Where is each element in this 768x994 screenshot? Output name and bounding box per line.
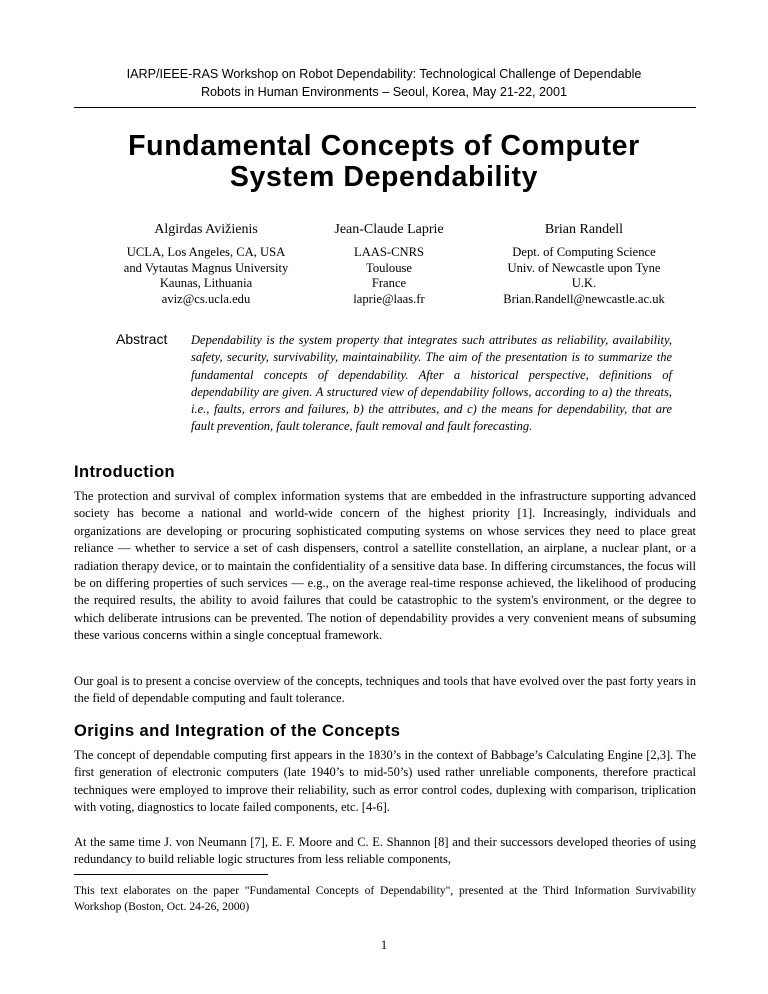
header-line-1: IARP/IEEE-RAS Workshop on Robot Dependability: Technological Challenge of Dependable (126, 67, 642, 81)
abstract-label: Abstract (116, 331, 168, 347)
author-affiliation-line: Toulouse (366, 260, 412, 275)
author-affiliation-line: France (371, 276, 407, 290)
body-paragraph: At the same time J. von Neumann [7], E. F. Moore and C. E. Shannon [8] and their successors developed theories of using redundancy to build reliable logic structures from less reliable components, (74, 835, 696, 867)
author-email: aviz@cs.ucla.edu (161, 291, 251, 306)
body-paragraph: Our goal is to present a concise overview of the concepts, techniques and tools that have evolved over the past forty years in the field of dependable computing and fault tolerance. (74, 674, 696, 706)
header-line-2: Robots in Human Environments – Seoul, Korea, May 21-22, 2001 (200, 84, 568, 99)
author-affiliation-line: UCLA, Los Angeles, CA, USA (126, 245, 286, 259)
footnote-rule (74, 874, 268, 875)
author-name: Brian Randell (544, 222, 624, 237)
author-block (106, 221, 306, 307)
author-affiliation-line: Kaunas, Lithuania (159, 276, 253, 290)
title-line-1: Fundamental Concepts of Computer (128, 130, 640, 162)
author-block (306, 221, 472, 307)
author-affiliation-line: LAAS-CNRS (354, 245, 424, 259)
section-heading-introduction: Introduction (74, 463, 176, 481)
author-name: Algirdas Avižienis (154, 222, 258, 237)
author-block (474, 221, 694, 307)
author-email: laprie@laas.fr (353, 291, 425, 306)
author-email: Brian.Randell@newcastle.ac.uk (503, 291, 665, 306)
author-affiliation-line: Dept. of Computing Science (512, 245, 656, 259)
running-header (60, 66, 708, 101)
header-rule (74, 107, 696, 108)
author-name: Jean-Claude Laprie (334, 222, 444, 237)
paper-title (60, 131, 708, 193)
section-heading-origins: Origins and Integration of the Concepts (74, 722, 401, 740)
body-paragraph: The protection and survival of complex information systems that are embedded in the infrastructure supporting advanced society has become a national and world-wide concern of the highest priority [1]. Increasingly, individuals and organizations are developing or procuring sophisticated computing systems on whose services they need to place great reliance — whether to service a set of cash dispensers, control a satellite constellation, an airplane, a nuclear plant, or a radiation therapy device, or to maintain the confidentiality of a sensitive data base. In differing circumstances, the focus will be on differing properties of such services — e.g., on the average real-time response achieved, the likelihood of producing the required results, the ability to avoid failures that could be catastrophic to the system's environment, or the degree to which deliberate intrusions can be prevented. The notion of dependability provides a very convenient means of subsuming these various concerns within a single conceptual framework. (74, 489, 696, 643)
author-affiliation-line: U.K. (571, 276, 597, 290)
page-number: 1 (380, 938, 388, 952)
title-line-2: System Dependability (229, 161, 539, 193)
author-affiliation-line: Univ. of Newcastle upon Tyne (507, 260, 661, 275)
footnote: This text elaborates on the paper "Fundamental Concepts of Dependability", presented at the Third Information Survivability Workshop (Boston, Oct. 24-26, 2000) (74, 884, 696, 913)
body-paragraph: The concept of dependable computing first appears in the 1830’s in the context of Babbage’s Calculating Engine [2,3]. The first generation of electronic computers (late 1940’s to mid-50’s) used rather unreliable components, therefore practical techniques were employed to improve their reliability, such as error control codes, duplexing with comparison, triplication with voting, diagnostics to locate failed components, etc. [4-6]. (74, 748, 696, 815)
author-affiliation-line: and Vytautas Magnus University (123, 260, 289, 275)
abstract-text: Dependability is the system property that integrates such attributes as reliability, availability, safety, security, survivability, maintainability. The aim of the presentation is to summarize the fundamental concepts of dependability. After a historical perspective, definitions of dependability are given. A structured view of dependability follows, according to a) the threats, i.e., faults, errors and failures, b) the attributes, and c) the means for dependability, that are fault prevention, fault tolerance, fault removal and fault forecasting. (191, 333, 672, 434)
